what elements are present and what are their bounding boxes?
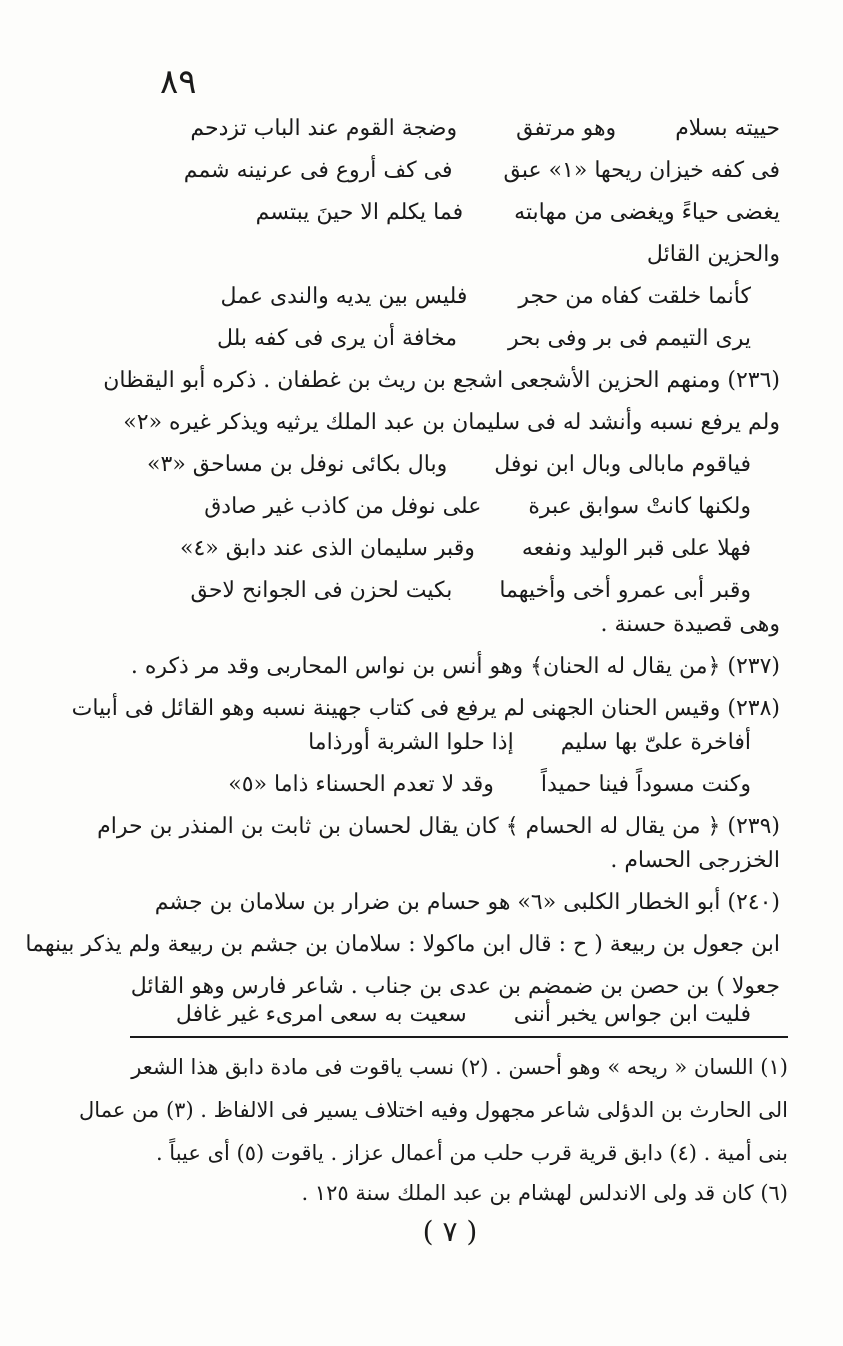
hemistich: وهو مرتفق [516,116,617,141]
entry-237-line: (٢٣٧) ﴿من يقال له الحنان﴾ وهو أنس بن نواس المحاربى وقد مر ذكره . [130,654,780,679]
qasida-note: وهى قصيدة حسنة . [600,612,780,637]
text-line: والحزين القائل [646,242,780,267]
entry-240-line: ابن جعول بن ربيعة ( ح : قال ابن ماكولا : سلامان بن جشم بن ربيعة ولم يذكر بينهما [25,932,780,957]
hemistich: فى كف أروع فى عرنينه شمم [183,158,453,183]
entry-238-line: (٢٣٨) وقيس الحنان الجهنى لم يرفع فى كتاب جهينة نسبه وهو القائل فى أبيات [71,696,780,721]
entry-239-line: الخزرجى الحسام . [610,848,780,873]
hemistich: يغضى حياءً ويغضى من مهابته [514,200,780,225]
hemistich: فى كفه خيزان ريحها «١» عبق [503,158,780,183]
hemistich: وقد لا تعدم الحسناء ذاما «٥» [228,772,494,797]
text-line [130,150,780,192]
entry-239-line: (٢٣٩) ﴿ من يقال له الحسام ﴾ كان يقال لحسان بن ثابت بن المنذر بن حرام [97,814,780,839]
hemistich: مخافة أن يرى فى كفه بلل [216,326,458,351]
hemistich: ولكنها كانتْ سوابق عبرة [528,494,751,519]
hemistich: وكنت مسوداً فينا حميداً [540,772,751,797]
footnote-line: بنى أمية . (٤) دابق قرية قرب حلب من أعمال عزاز . ياقوت (٥) أى عيباً . [155,1141,788,1165]
hemistich: بكيت لحزن فى الجوانح لاحق [190,578,453,603]
footnote-rule [130,1036,788,1038]
text-line [130,192,780,234]
hemistich: فياقوم مابالى وبال ابن نوفل [494,452,751,477]
verse-line [220,276,751,318]
hemistich: يرى التيمم فى بر وفى بحر [508,326,751,351]
footnote-line: (١) اللسان « ريحه » وهو أحسن . (٢) نسب ياقوت فى مادة دابق هذا الشعر [131,1055,788,1079]
hemistich: سعيت به سعى امرىء غير غافل [175,1002,467,1027]
footnote-line: (٦) كان قد ولى الاندلس لهشام بن عبد الملك سنة ١٢٥ . [301,1181,788,1205]
entry-240-line: جعولا ) بن حصن بن ضمضم بن عدى بن جناب . شاعر فارس وهو القائل [130,974,780,999]
page-number: ٨٩ [160,62,197,102]
hemistich: فليس بين يديه والندى عمل [220,284,468,309]
verse-line [204,486,751,528]
verse-line [308,722,751,764]
verse-line [176,994,751,1036]
hemistich: فليت ابن جواس يخبر أننى [513,1002,751,1027]
entry-236-line: (٢٣٦) ومنهم الحزين الأشجعى اشجع بن ريث بن غطفان . ذكره أبو اليقظان [103,368,780,393]
hemistich: وضجة القوم عند الباب تزدحم [190,116,458,141]
hemistich: وقبر سليمان الذى عند دابق «٤» [179,536,475,561]
footnote-line: الى الحارث بن الدؤلى شاعر مجهول وفيه اختلاف يسير فى الالفاظ . (٣) من عمال [79,1098,788,1122]
hemistich: فما يكلم الا حينَ يبتسم [255,200,464,225]
hemistich: وقبر أبى عمرو أخى وأخيهما [499,578,751,603]
text-line [130,108,780,150]
sheet-signature: ( ٧ ) [422,1215,478,1248]
hemistich: فهلا على قبر الوليد ونفعه [521,536,751,561]
verse-line [228,764,751,806]
verse-line [180,528,751,570]
hemistich: وبال بكائى نوفل بن مساحق «٣» [147,452,448,477]
hemistich: كأنما خلقت كفاه من حجر [518,284,751,309]
hemistich: أفاخرة علىّ بها سليم [560,730,751,755]
hemistich: حييته بسلام [675,116,780,141]
hemistich: على نوفل من كاذب غير صادق [204,494,482,519]
hemistich: إذا حلوا الشربة أورذاما [308,730,514,755]
entry-240-line: (٢٤٠) أبو الخطار الكلبى «٦» هو حسام بن ضرار بن سلامان بن جشم [154,890,780,915]
verse-line [147,444,751,486]
entry-236-line: ولم يرفع نسبه وأنشد له فى سليمان بن عبد الملك يرثيه ويذكر غيره «٢» [123,410,780,435]
verse-line [217,318,751,360]
